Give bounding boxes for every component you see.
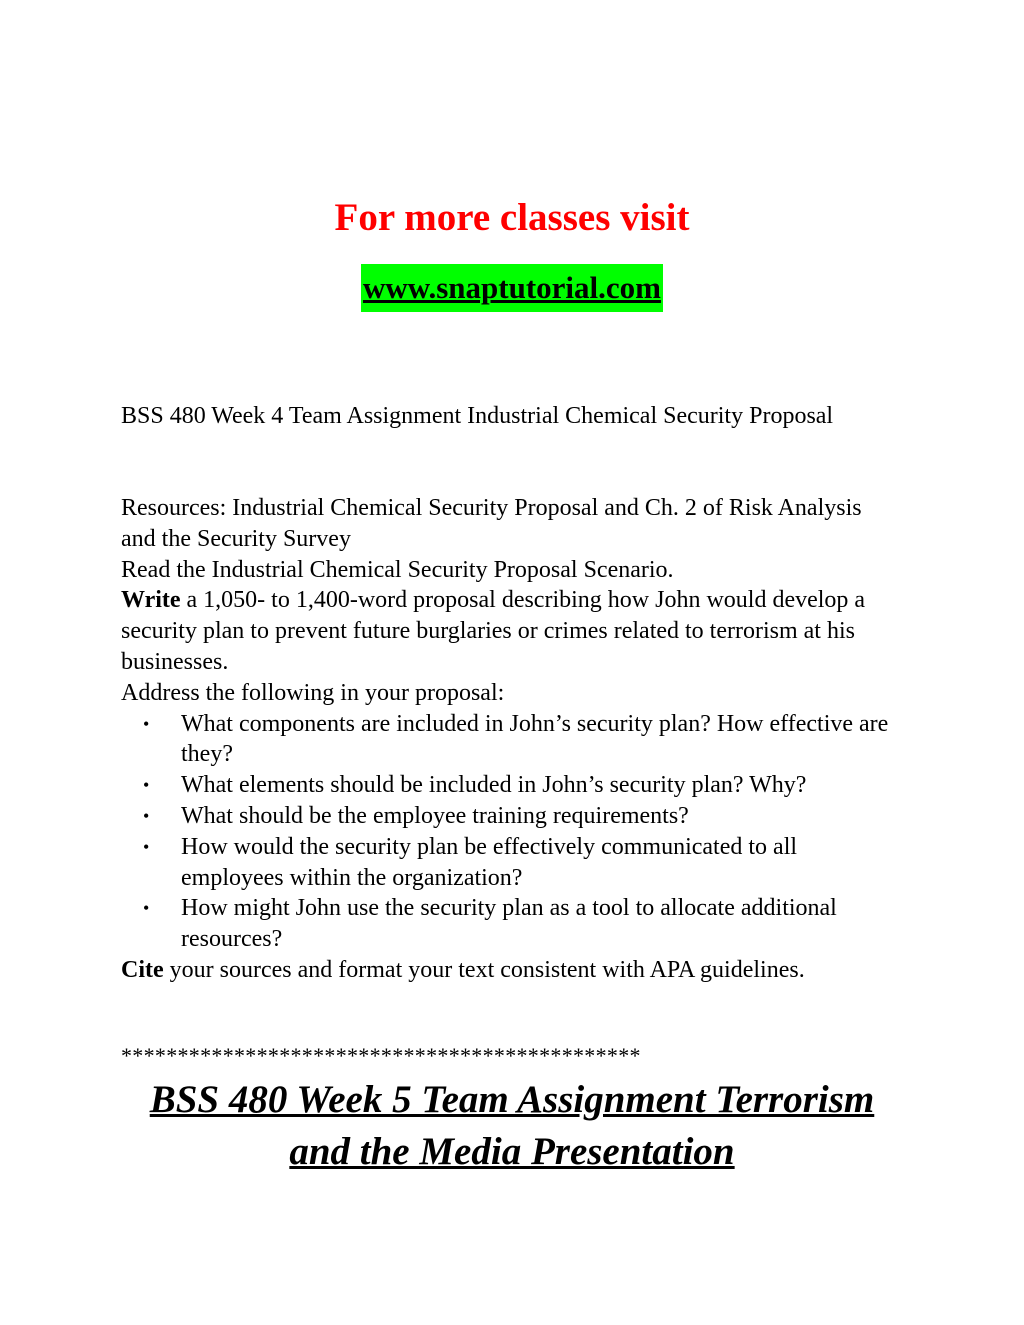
address-intro: Address the following in your proposal:: [121, 679, 505, 706]
list-item-text: What elements should be included in John’s security plan? Why?: [181, 772, 807, 799]
bullet-icon: •: [143, 775, 150, 796]
requirements-list: [121, 709, 901, 955]
assignment-title: BSS 480 Week 4 Team Assignment Industrial Chemical Security Proposal: [121, 403, 834, 429]
list-item: [121, 801, 901, 832]
resources-text: Resources: Industrial Chemical Security Proposal and Ch. 2 of Risk Analysis and the Security Survey: [121, 495, 862, 552]
cite-text: your sources and format your text consistent with APA guidelines.: [163, 956, 805, 983]
list-item: [121, 770, 901, 801]
assignment-body: [121, 493, 901, 986]
next-assignment-title-line1: BSS 480 Week 5 Team Assignment Terrorism: [149, 1078, 875, 1121]
bullet-icon: •: [143, 898, 150, 919]
list-item: [121, 893, 901, 955]
cite-label: Cite: [121, 956, 164, 983]
write-label: Write: [121, 587, 181, 614]
next-assignment-title: [0, 1074, 1024, 1178]
promo-title: For more classes visit: [334, 196, 690, 239]
bullet-icon: •: [143, 836, 150, 857]
list-item-text: What components are included in John’s security plan? How effective are they?: [181, 710, 889, 768]
cite-instruction: [121, 955, 901, 986]
list-item-text: How might John use the security plan as a tool to allocate additional resources?: [181, 895, 837, 953]
list-item-text: How would the security plan be effectively communicated to all employees within the organization?: [181, 833, 798, 891]
write-instruction: [121, 585, 901, 677]
bullet-icon: •: [143, 713, 150, 734]
list-item: [121, 709, 901, 771]
next-assignment-title-line2: and the Media Presentation: [289, 1130, 735, 1173]
asterisk-separator: **********************************************: [121, 1043, 641, 1068]
read-instruction: Read the Industrial Chemical Security Proposal Scenario.: [121, 556, 674, 583]
write-text: a 1,050- to 1,400-word proposal describing how John would develop a security plan to prevent future burglaries or crimes related to terrorism at his businesses.: [121, 587, 866, 675]
promo-link[interactable]: www.snaptutorial.com: [361, 264, 663, 312]
bullet-icon: •: [143, 805, 150, 826]
list-item: [121, 832, 901, 894]
list-item-text: What should be the employee training requirements?: [181, 802, 689, 829]
promo-link-container: [0, 264, 1024, 312]
